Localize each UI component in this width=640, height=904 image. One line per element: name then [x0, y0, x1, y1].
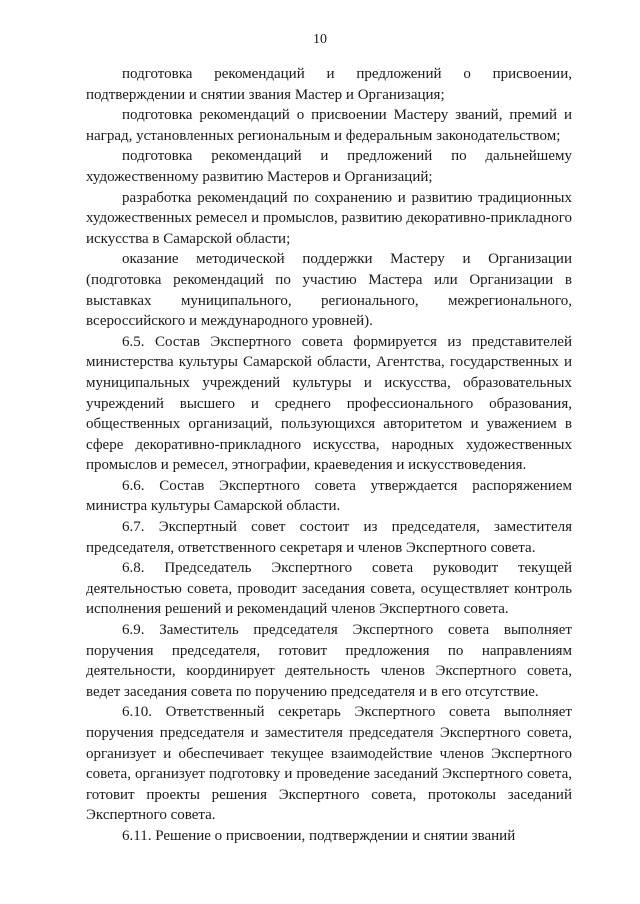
paragraph-list-item-3: подготовка рекомендаций и предложений по дальнейшему художественному развитию Мастеров и Организаций;	[86, 148, 572, 185]
paragraph-list-item-4: разработка рекомендаций по сохранению и развитию традиционных художественных ремесел и промыслов, развитию декоративно-прикладного искусства в Самарской области;	[86, 189, 572, 247]
paragraph-6-6: 6.6. Состав Экспертного совета утверждается распоряжением министра культуры Самарской области.	[86, 477, 572, 515]
paragraph-list-item-2: подготовка рекомендаций о присвоении Мастеру званий, премий и наград, установленных региональным и федеральным законодательством;	[86, 107, 572, 144]
paragraph-6-9: 6.9. Заместитель председателя Экспертного совета выполняет поручения председателя, готовит предложения по направлениям деятельности, координирует деятельность членов Экспертного совета, ведет заседания совета по поручению председателя и в его отсутствие.	[86, 622, 572, 700]
paragraph-6-10: 6.10. Ответственный секретарь Экспертного совета выполняет поручения председателя и заместителя председателя Экспертного совета, организует и обеспечивает текущее взаимодействие членов Экспертного совета, организует подготовку и проведение заседаний Экспертного совета, готовит проекты решения Экспертного совета, протоколы заседаний Экспертного совета.	[86, 704, 572, 824]
paragraph-list-item-1: подготовка рекомендаций и предложений о присвоении, подтверждении и снятии звания Мастер и Организация;	[86, 66, 572, 103]
page-number: 10	[313, 32, 327, 47]
paragraph-6-11: 6.11. Решение о присвоении, подтверждении и снятии званий	[122, 827, 516, 844]
paragraph-6-5: 6.5. Состав Экспертного совета формируется из представителей министерства культуры Самарской области, Агентства, государственных и муниципальных учреждений культуры и искусства, образовательных учреждений высшего и среднего профессионального образования, общественных организаций, пользующихся авторитетом и уважением в сфере декоративно-прикладного искусства, народных художественных промыслов и ремесел, этнографии, краеведения и искусствоведения.	[86, 333, 572, 474]
paragraph-6-8: 6.8. Председатель Экспертного совета руководит текущей деятельностью совета, проводит заседания совета, осуществляет контроль исполнения решений и рекомендаций членов Экспертного совета.	[86, 560, 572, 618]
paragraph-list-item-5: оказание методической поддержки Мастеру и Организации (подготовка рекомендаций по участию Мастера или Организации в выставках муниципального, регионального, межрегионального, всероссийского и международного уровней).	[86, 251, 572, 330]
paragraph-6-7: 6.7. Экспертный совет состоит из председателя, заместителя председателя, ответственного секретаря и членов Экспертного совета.	[86, 519, 572, 556]
document-body	[86, 64, 572, 847]
